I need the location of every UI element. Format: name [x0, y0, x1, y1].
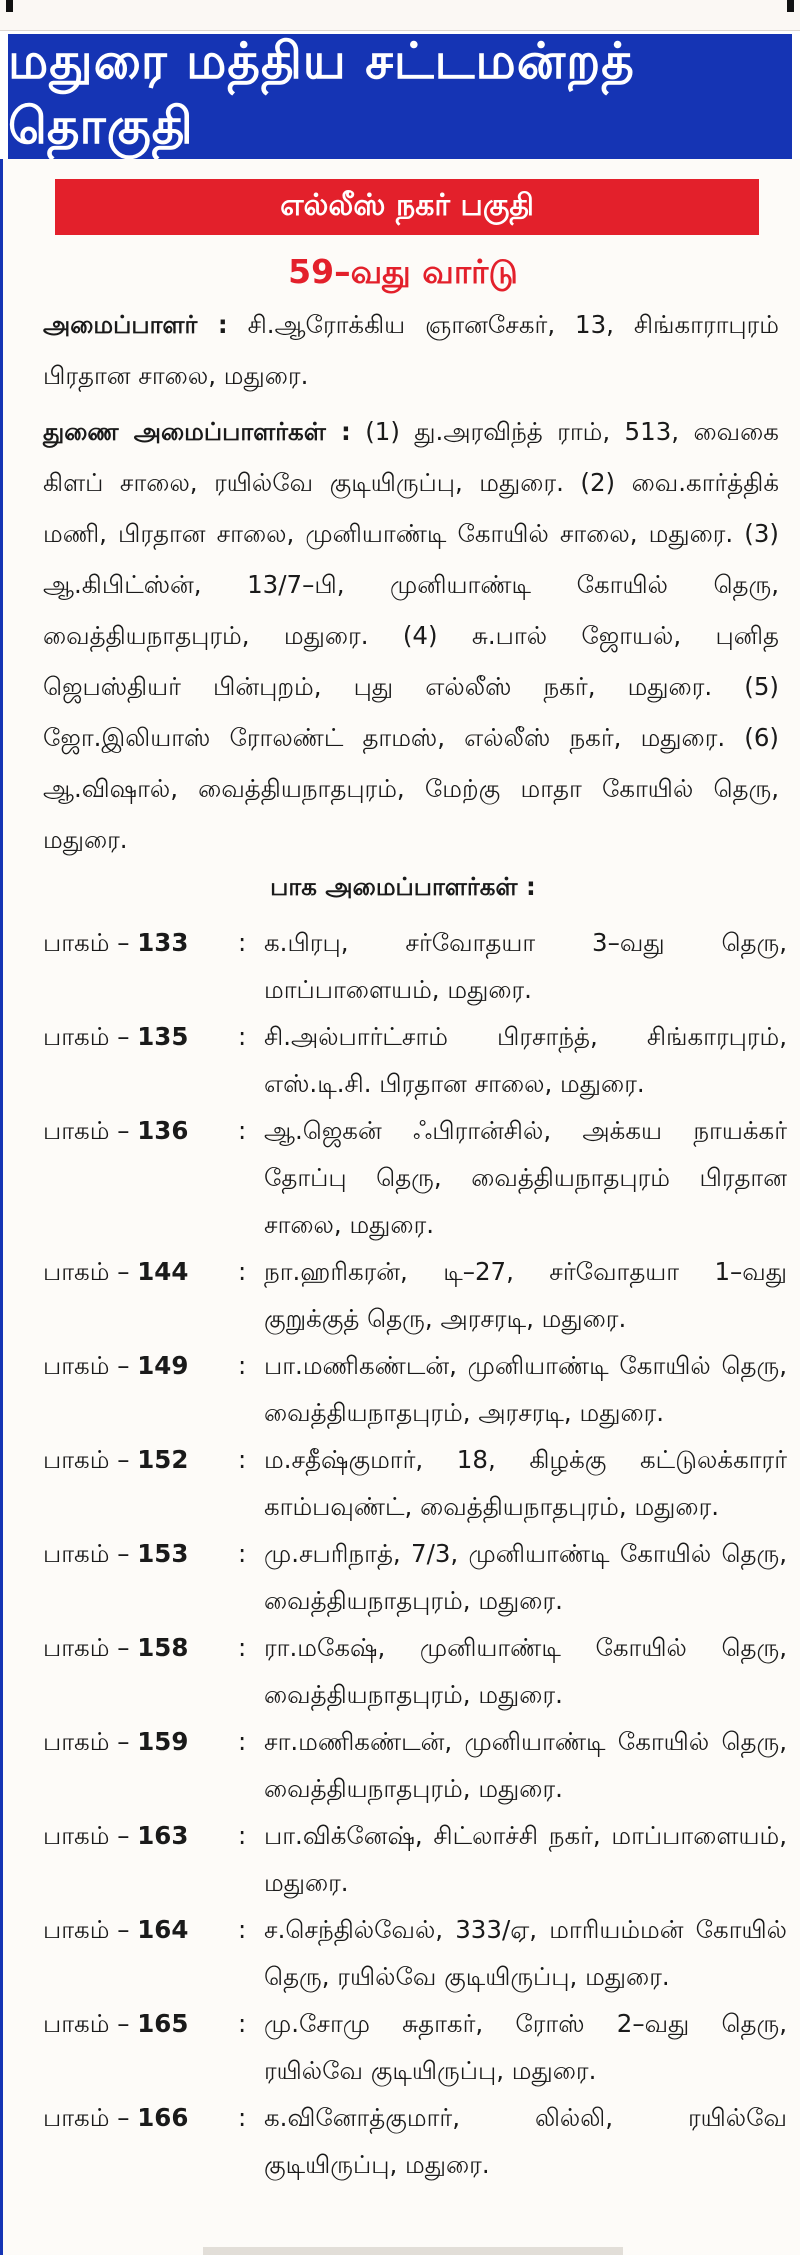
booth-row — [43, 1013, 787, 1107]
booth-heading: பாக அமைப்பாளர்கள் : — [270, 872, 536, 901]
constituency-banner: மதுரை மத்திய சட்டமன்றத் தொகுதி — [8, 34, 792, 159]
booth-organizer-text: க.வினோத்குமார், லில்லி, ரயில்வே குடியிருப்பு, மதுரை. — [264, 2103, 787, 2179]
page-edge — [203, 2247, 623, 2255]
booth-label — [43, 2000, 238, 2094]
booth-number: 133 — [137, 928, 189, 957]
booth-prefix: பாகம் – — [43, 1445, 138, 1474]
separator-colon: : — [238, 1821, 247, 1850]
article-body — [0, 159, 800, 2255]
booth-organizer-text: ச.செந்தில்வேல், 333/ஏ, மாரியம்மன் கோயில் தெரு, ரயில்வே குடியிருப்பு, மதுரை. — [264, 1915, 787, 1991]
organizer-paragraph — [43, 299, 779, 401]
separator-colon: : — [238, 2103, 247, 2132]
booth-label — [43, 1436, 238, 1530]
booth-number: 135 — [137, 1022, 189, 1051]
deputy-label: துணை அமைப்பாளர்கள் : — [43, 417, 351, 446]
crop-mark — [6, 0, 13, 12]
booth-organizer-text: சா.மணிகண்டன், முனியாண்டி கோயில் தெரு, வைத்தியநாதபுரம், மதுரை. — [264, 1727, 787, 1803]
booth-prefix: பாகம் – — [43, 1116, 138, 1145]
booth-row — [43, 1436, 787, 1530]
booth-label — [43, 2094, 238, 2188]
separator-colon: : — [238, 1727, 247, 1756]
booth-organizer-text: சி.அல்பார்ட்சாம் பிரசாந்த், சிங்காரபுரம், எஸ்.டி.சி. பிரதான சாலை, மதுரை. — [264, 1022, 787, 1098]
booth-row — [43, 919, 787, 1013]
booth-prefix: பாகம் – — [43, 1821, 138, 1850]
organizer-label: அமைப்பாளர் : — [43, 310, 228, 339]
booth-number: 163 — [137, 1821, 189, 1850]
booth-prefix: பாகம் – — [43, 1022, 138, 1051]
ward-title: 59–வது வார்டு — [288, 252, 518, 291]
booth-prefix: பாகம் – — [43, 1539, 138, 1568]
organizer-text: சி.ஆரோக்கிய ஞானசேகர், 13, சிங்காராபுரம் பிரதான சாலை, மதுரை. — [43, 310, 780, 390]
booth-number: 158 — [137, 1633, 189, 1662]
booth-organizer-text: ம.சதீஷ்குமார், 18, கிழக்கு கட்டுலக்காரர் காம்பவுண்ட், வைத்தியநாதபுரம், மதுரை. — [264, 1445, 787, 1521]
booth-organizer-text: பா.மணிகண்டன், முனியாண்டி கோயில் தெரு, வைத்தியநாதபுரம், அரசரடி, மதுரை. — [264, 1351, 787, 1427]
booth-number: 164 — [137, 1915, 189, 1944]
booth-label — [43, 1107, 238, 1248]
booth-row — [43, 1812, 787, 1906]
booth-label — [43, 1812, 238, 1906]
booth-number: 165 — [137, 2009, 189, 2038]
booth-organizer-text: பா.விக்னேஷ், சிட்லாச்சி நகர், மாப்பாளையம், மதுரை. — [264, 1821, 787, 1897]
top-strip — [0, 0, 800, 31]
booth-number: 152 — [137, 1445, 189, 1474]
booth-prefix: பாகம் – — [43, 1727, 138, 1756]
booth-row — [43, 1248, 787, 1342]
booth-row — [43, 1624, 787, 1718]
booth-row — [43, 1718, 787, 1812]
booth-organizer-text: நா.ஹரிகரன், டி–27, சர்வோதயா 1–வது குறுக்குத் தெரு, அரசரடி, மதுரை. — [264, 1257, 787, 1333]
booth-organizer-text: ரா.மகேஷ், முனியாண்டி கோயில் தெரு, வைத்தியநாதபுரம், மதுரை. — [264, 1633, 787, 1709]
booth-prefix: பாகம் – — [43, 2103, 138, 2132]
separator-colon: : — [238, 1915, 247, 1944]
deputy-text: (1) து.அரவிந்த் ராம், 513, வைகை கிளப் சாலை, ரயில்வே குடியிருப்பு, மதுரை. (2) வை.கார்த்திக் மணி, பிரதான சாலை, முனியாண்டி கோயில் சாலை, மதுரை. (3) ஆ.கிபிட்ஸ்ன், 13/7–பி, முனியாண்டி கோயில் தெரு, வைத்தியநாதபுரம், மதுரை. (4) சு.பால் ஜோயல், புனித ஜெபஸ்தியர் பின்புறம், புது எல்லீஸ் நகர், மதுரை. (5) ஜோ.இலியாஸ் ரோலண்ட் தாமஸ், எல்லீஸ் நகர், மதுரை. (6) ஆ.விஷால், வைத்தியநாதபுரம், மேற்கு மாதா கோயில் தெரு, மதுரை. — [43, 417, 779, 854]
booth-number: 166 — [137, 2103, 189, 2132]
booth-row — [43, 1342, 787, 1436]
booth-organizer-text: க.பிரபு, சர்வோதயா 3–வது தெரு, மாப்பாளையம், மதுரை. — [264, 928, 787, 1004]
booth-number: 159 — [137, 1727, 189, 1756]
booth-row — [43, 1906, 787, 2000]
booth-prefix: பாகம் – — [43, 1915, 138, 1944]
booth-prefix: பாகம் – — [43, 1633, 138, 1662]
booth-label — [43, 1342, 238, 1436]
separator-colon: : — [238, 1445, 247, 1474]
booth-row — [43, 1107, 787, 1248]
booth-label — [43, 1248, 238, 1342]
booth-label — [43, 1718, 238, 1812]
booth-row — [43, 2000, 787, 2094]
booth-label — [43, 919, 238, 1013]
crop-mark — [787, 0, 794, 12]
booth-label — [43, 1530, 238, 1624]
separator-colon: : — [238, 1633, 247, 1662]
booth-row — [43, 1530, 787, 1624]
separator-colon: : — [238, 928, 247, 957]
booth-organizer-text: மு.சபரிநாத், 7/3, முனியாண்டி கோயில் தெரு, வைத்தியநாதபுரம், மதுரை. — [264, 1539, 787, 1615]
booth-prefix: பாகம் – — [43, 1351, 138, 1380]
booth-number: 153 — [137, 1539, 189, 1568]
booth-row — [43, 2094, 787, 2188]
booth-label — [43, 1906, 238, 2000]
area-heading: எல்லீஸ் நகர் பகுதி — [55, 179, 759, 235]
separator-colon: : — [238, 1257, 247, 1286]
booth-number: 149 — [137, 1351, 189, 1380]
separator-colon: : — [238, 1116, 247, 1145]
booth-prefix: பாகம் – — [43, 2009, 138, 2038]
separator-colon: : — [238, 1539, 247, 1568]
separator-colon: : — [238, 1351, 247, 1380]
separator-colon: : — [238, 1022, 247, 1051]
separator-colon: : — [238, 2009, 247, 2038]
booth-organizer-text: ஆ.ஜெகன் ஃபிரான்சில், அக்கய நாயக்கர் தோப்பு தெரு, வைத்தியநாதபுரம் பிரதான சாலை, மதுரை. — [264, 1116, 787, 1239]
booth-label — [43, 1013, 238, 1107]
booth-organizer-text: மு.சோமு சுதாகர், ரோஸ் 2–வது தெரு, ரயில்வே குடியிருப்பு, மதுரை. — [264, 2009, 787, 2085]
booth-prefix: பாகம் – — [43, 1257, 138, 1286]
booth-number: 144 — [137, 1257, 189, 1286]
deputy-paragraph — [43, 406, 779, 865]
booth-prefix: பாகம் – — [43, 928, 138, 957]
booth-label — [43, 1624, 238, 1718]
booth-number: 136 — [137, 1116, 189, 1145]
